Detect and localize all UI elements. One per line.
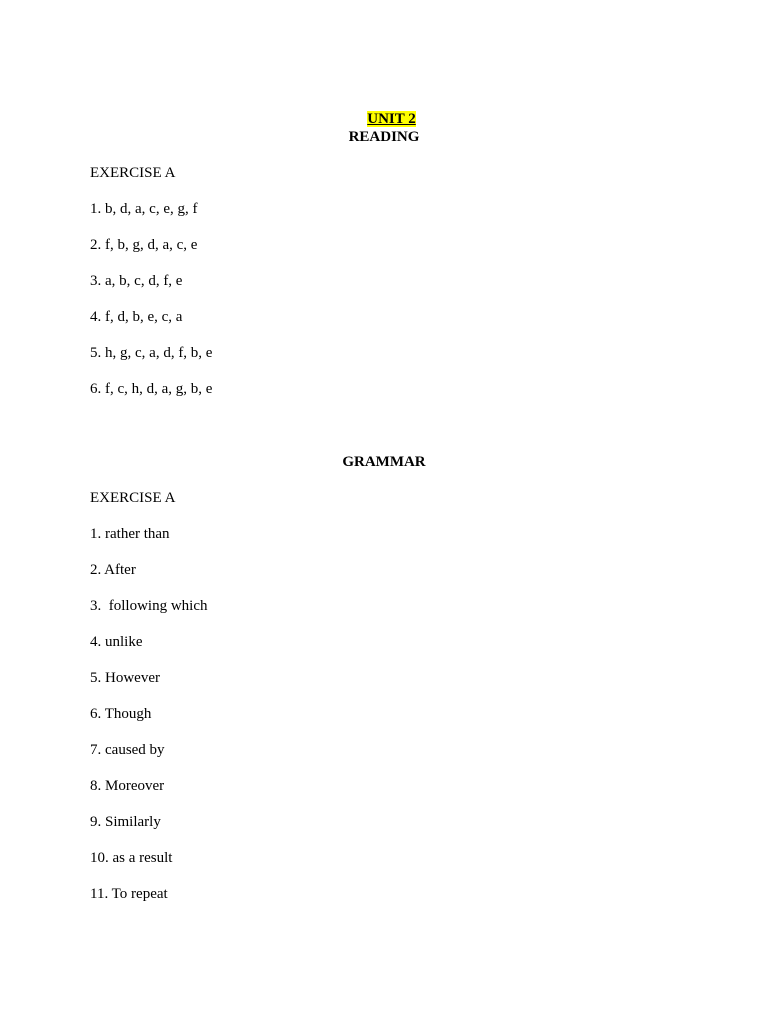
unit-title-text: UNIT 2 bbox=[367, 111, 416, 127]
reading-answer: 1. b, d, a, c, e, g, f bbox=[90, 201, 198, 217]
reading-answer: 2. f, b, g, d, a, c, e bbox=[90, 237, 198, 253]
grammar-answer: 8. Moreover bbox=[90, 778, 165, 794]
reading-answer: 6. f, c, h, d, a, g, b, e bbox=[90, 381, 213, 397]
grammar-exercise-label: EXERCISE A bbox=[90, 490, 176, 506]
reading-answer: 5. h, g, c, a, d, f, b, e bbox=[90, 345, 213, 361]
reading-answer: 3. a, b, c, d, f, e bbox=[90, 273, 183, 289]
reading-answer: 4. f, d, b, e, c, a bbox=[90, 309, 183, 325]
grammar-answer: 2. After bbox=[90, 562, 136, 578]
reading-exercise-label: EXERCISE A bbox=[90, 165, 176, 181]
grammar-answer: 9. Similarly bbox=[90, 814, 161, 830]
grammar-answer: 1. rather than bbox=[90, 526, 170, 542]
grammar-answer: 4. unlike bbox=[90, 634, 143, 650]
grammar-answer: 6. Though bbox=[90, 706, 152, 722]
grammar-answer: 11. To repeat bbox=[90, 886, 168, 902]
grammar-heading: GRAMMAR bbox=[342, 454, 426, 470]
grammar-answer: 10. as a result bbox=[90, 850, 173, 866]
reading-heading: READING bbox=[348, 129, 420, 145]
grammar-answer: 7. caused by bbox=[90, 742, 165, 758]
grammar-answer: 5. However bbox=[90, 670, 160, 686]
grammar-answer: 3. following which bbox=[90, 598, 208, 614]
